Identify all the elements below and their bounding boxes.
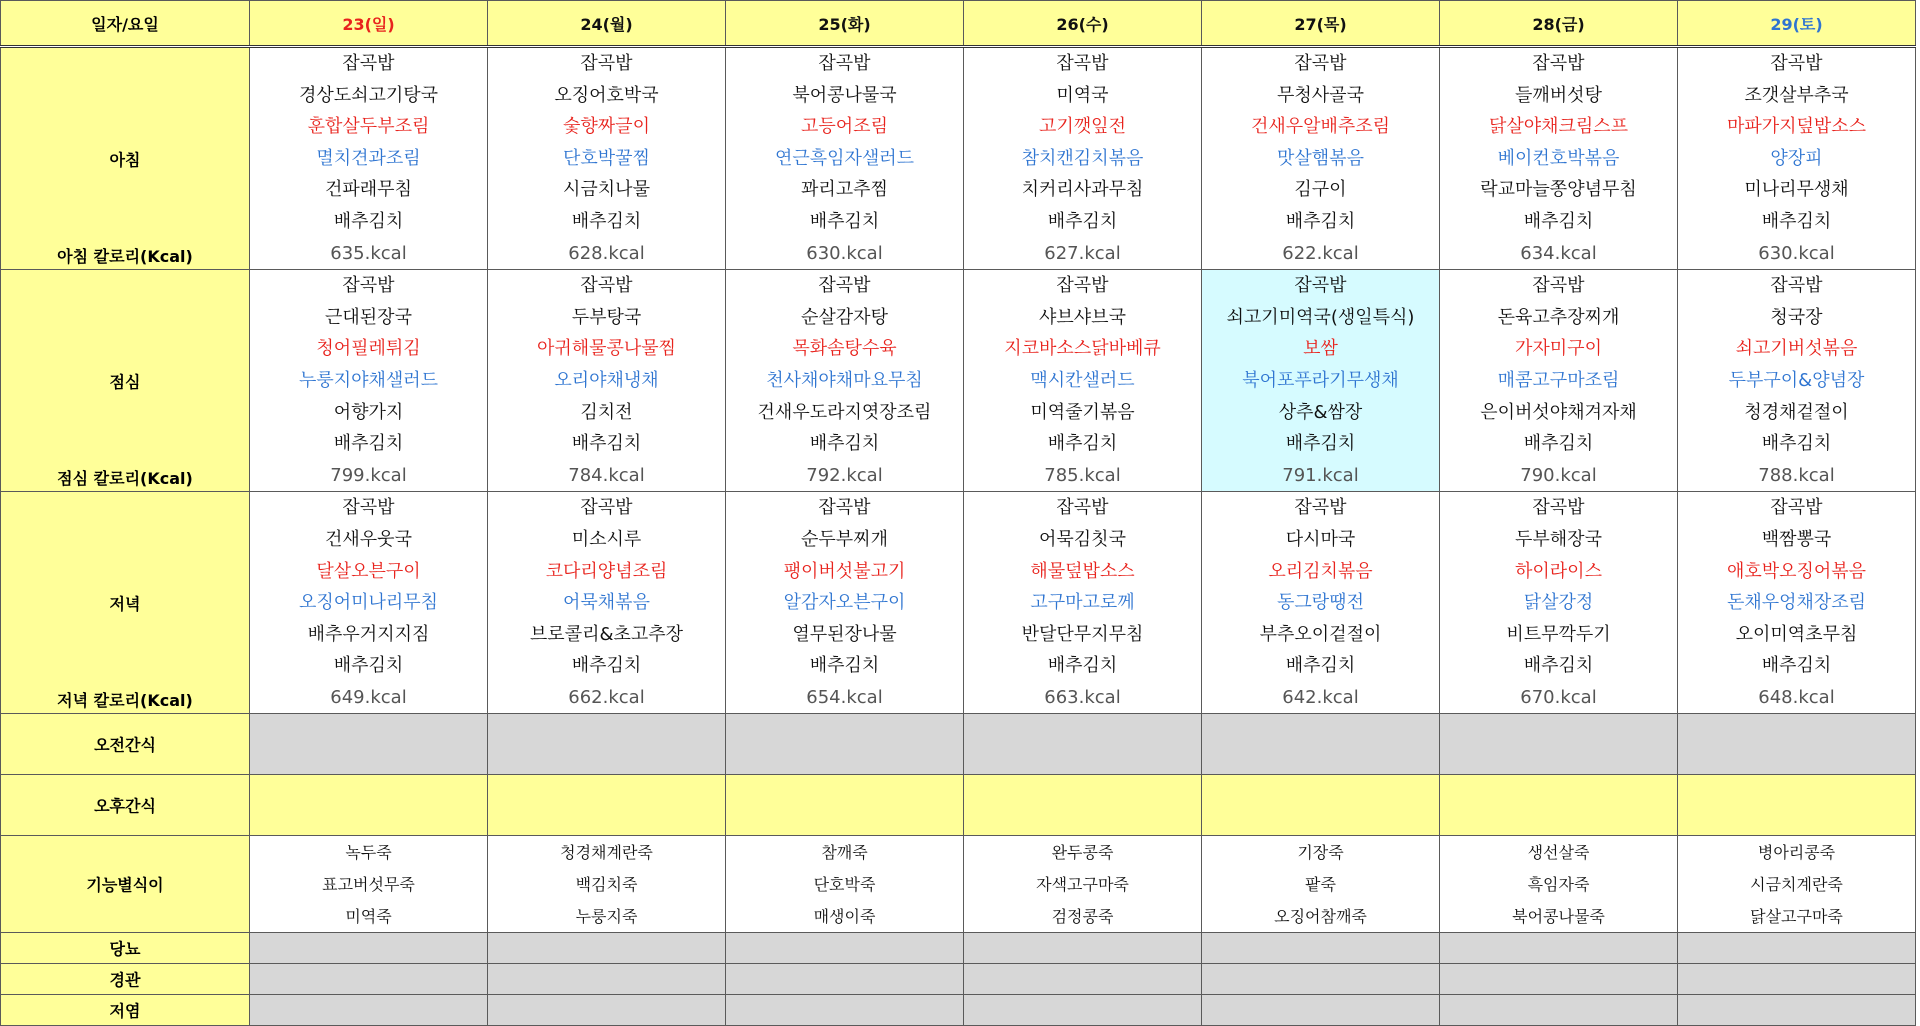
menu-cell bbox=[1678, 47, 1916, 270]
header-label: 일자/요일 bbox=[1, 1, 250, 47]
menu-item: 다시마국 bbox=[1285, 528, 1356, 550]
empty-cell bbox=[488, 995, 726, 1026]
empty-cell bbox=[1202, 964, 1440, 995]
menu-item: 잡곡밥 bbox=[580, 497, 633, 519]
menu-item: 미역국 bbox=[1056, 84, 1109, 106]
empty-cell bbox=[1678, 964, 1916, 995]
day-header: 29(토) bbox=[1678, 1, 1916, 47]
menu-cell bbox=[964, 47, 1202, 270]
porridge-item: 북어콩나물죽 bbox=[1512, 906, 1605, 926]
menu-item: 배추김치 bbox=[1047, 210, 1118, 232]
menu-item: 매콤고구마조림 bbox=[1497, 369, 1620, 391]
menu-item: 잡곡밥 bbox=[1532, 275, 1585, 297]
menu-item: 샤브샤브국 bbox=[1039, 306, 1126, 328]
menu-item: 돈육고추장찌개 bbox=[1497, 306, 1620, 328]
menu-item: 락교마늘쫑양념무침 bbox=[1480, 179, 1637, 201]
porridge-item: 녹두죽 bbox=[345, 843, 392, 863]
empty-cell bbox=[250, 995, 488, 1026]
menu-cell bbox=[1440, 270, 1678, 492]
empty-cell bbox=[1202, 714, 1440, 775]
menu-item: 해물덮밥소스 bbox=[1030, 560, 1135, 582]
menu-item: 고등어조림 bbox=[801, 116, 888, 138]
functional-label-cell bbox=[1, 836, 250, 933]
menu-item: 배추김치 bbox=[1285, 210, 1356, 232]
calorie-value: 788.kcal bbox=[1758, 464, 1835, 486]
empty-cell bbox=[488, 775, 726, 836]
empty-cell bbox=[964, 995, 1202, 1026]
menu-item: 시금치나물 bbox=[563, 179, 650, 201]
day-header: 26(수) bbox=[964, 1, 1202, 47]
menu-item: 두부해장국 bbox=[1515, 528, 1602, 550]
menu-cell bbox=[964, 492, 1202, 714]
empty-cell bbox=[250, 964, 488, 995]
menu-item: 열무된장나물 bbox=[792, 623, 897, 645]
menu-cell bbox=[726, 270, 964, 492]
menu-cell bbox=[1678, 270, 1916, 492]
functional-cell bbox=[1440, 836, 1678, 933]
menu-item: 잡곡밥 bbox=[1294, 497, 1347, 519]
empty-cell bbox=[1678, 775, 1916, 836]
menu-item: 근대된장국 bbox=[325, 306, 412, 328]
menu-item: 어묵채볶음 bbox=[563, 592, 650, 614]
menu-item: 김구이 bbox=[1294, 179, 1347, 201]
empty-cell bbox=[488, 964, 726, 995]
menu-item: 조갯살부추국 bbox=[1744, 84, 1849, 106]
menu-item: 맥시칸샐러드 bbox=[1030, 369, 1135, 391]
porridge-item: 흑임자죽 bbox=[1527, 875, 1590, 895]
day-header: 24(월) bbox=[488, 1, 726, 47]
menu-item: 코다리양념조림 bbox=[545, 560, 668, 582]
diet-row bbox=[1, 933, 1916, 964]
menu-item: 미역줄기볶음 bbox=[1030, 401, 1135, 423]
menu-item: 잡곡밥 bbox=[342, 53, 395, 74]
menu-cell bbox=[1440, 47, 1678, 270]
menu-item: 경상도쇠고기탕국 bbox=[298, 84, 439, 106]
snack-am-label-cell bbox=[1, 714, 250, 775]
menu-item: 배추김치 bbox=[333, 210, 404, 232]
menu-item: 잡곡밥 bbox=[818, 275, 871, 297]
menu-item: 목화솜탕수육 bbox=[792, 338, 897, 360]
porridge-item: 닭살고구마죽 bbox=[1750, 906, 1843, 926]
functional-cell bbox=[964, 836, 1202, 933]
empty-cell bbox=[726, 933, 964, 964]
diet-label: 경관 bbox=[109, 970, 141, 990]
empty-cell bbox=[964, 933, 1202, 964]
empty-cell bbox=[1440, 964, 1678, 995]
menu-item: 하이라이스 bbox=[1515, 560, 1602, 582]
menu-item: 보쌈 bbox=[1303, 338, 1338, 360]
diet-label: 당뇨 bbox=[109, 939, 141, 959]
menu-item: 오징어미나리무침 bbox=[298, 592, 439, 614]
menu-item: 고구마고로께 bbox=[1030, 592, 1135, 614]
menu-item: 잡곡밥 bbox=[342, 275, 395, 297]
menu-item: 잡곡밥 bbox=[1294, 53, 1347, 74]
menu-cell bbox=[488, 492, 726, 714]
menu-item: 북어콩나물국 bbox=[792, 84, 897, 106]
menu-item: 배추김치 bbox=[809, 210, 880, 232]
menu-item: 지코바소스닭바베큐 bbox=[1004, 338, 1161, 360]
menu-cell bbox=[726, 47, 964, 270]
calorie-label: 점심 칼로리(Kcal) bbox=[57, 469, 193, 489]
menu-item: 잡곡밥 bbox=[342, 497, 395, 519]
calorie-value: 628.kcal bbox=[568, 242, 645, 264]
menu-item: 무청사골국 bbox=[1277, 84, 1364, 106]
empty-cell bbox=[1440, 933, 1678, 964]
menu-item: 반달단무지무침 bbox=[1021, 623, 1144, 645]
functional-row bbox=[1, 836, 1916, 933]
menu-item: 동그랑땡전 bbox=[1277, 592, 1364, 614]
menu-item: 꽈리고추찜 bbox=[801, 179, 888, 201]
porridge-item: 검정콩죽 bbox=[1051, 906, 1114, 926]
menu-item: 브로콜리&초고추장 bbox=[529, 623, 684, 645]
porridge-item: 누룽지죽 bbox=[575, 906, 638, 926]
calorie-value: 627.kcal bbox=[1044, 242, 1121, 264]
empty-cell bbox=[1678, 995, 1916, 1026]
menu-item: 배추김치 bbox=[1285, 433, 1356, 455]
menu-item: 어묵김칫국 bbox=[1039, 528, 1126, 550]
calorie-value: 622.kcal bbox=[1282, 242, 1359, 264]
menu-item: 치커리사과무침 bbox=[1021, 179, 1144, 201]
functional-cell bbox=[250, 836, 488, 933]
menu-item: 들깨버섯탕 bbox=[1515, 84, 1602, 106]
menu-item: 배추김치 bbox=[809, 433, 880, 455]
diet-label-cell bbox=[1, 995, 250, 1026]
menu-item: 건새우웃국 bbox=[325, 528, 412, 550]
menu-item: 배추김치 bbox=[1523, 433, 1594, 455]
menu-item: 팽이버섯불고기 bbox=[783, 560, 906, 582]
snack-am-label: 오전간식 bbox=[94, 735, 156, 755]
empty-cell bbox=[726, 714, 964, 775]
empty-cell bbox=[1202, 933, 1440, 964]
menu-item: 미소시루 bbox=[571, 528, 642, 550]
menu-item: 잡곡밥 bbox=[1770, 275, 1823, 297]
porridge-item: 자색고구마죽 bbox=[1036, 875, 1129, 895]
menu-item: 배추김치 bbox=[1761, 210, 1832, 232]
menu-item: 양장피 bbox=[1770, 147, 1823, 169]
empty-cell bbox=[1202, 995, 1440, 1026]
menu-item: 닭살야채크림스프 bbox=[1488, 116, 1629, 138]
menu-item: 배추김치 bbox=[1047, 433, 1118, 455]
empty-cell bbox=[1440, 775, 1678, 836]
menu-cell bbox=[1202, 270, 1440, 492]
menu-item: 배추김치 bbox=[1523, 655, 1594, 677]
menu-item: 김치전 bbox=[580, 401, 633, 423]
menu-item: 잡곡밥 bbox=[1294, 275, 1347, 297]
menu-cell bbox=[250, 492, 488, 714]
functional-cell bbox=[1678, 836, 1916, 933]
menu-cell bbox=[488, 47, 726, 270]
functional-label: 기능별식이 bbox=[86, 875, 164, 895]
diet-label-cell bbox=[1, 964, 250, 995]
menu-item: 오리야채냉채 bbox=[554, 369, 659, 391]
functional-cell bbox=[1202, 836, 1440, 933]
calorie-value: 649.kcal bbox=[330, 686, 407, 708]
menu-item: 배추김치 bbox=[1761, 655, 1832, 677]
porridge-item: 기장죽 bbox=[1297, 843, 1344, 863]
menu-item: 북어포푸라기무생채 bbox=[1242, 369, 1399, 391]
meal-row bbox=[1, 270, 1916, 492]
porridge-item: 병아리콩죽 bbox=[1757, 843, 1836, 863]
calorie-value: 635.kcal bbox=[330, 242, 407, 264]
menu-cell bbox=[1202, 492, 1440, 714]
calorie-value: 630.kcal bbox=[806, 242, 883, 264]
day-header: 27(목) bbox=[1202, 1, 1440, 47]
empty-cell bbox=[964, 775, 1202, 836]
porridge-item: 참깨죽 bbox=[821, 843, 868, 863]
menu-item: 배추김치 bbox=[1285, 655, 1356, 677]
menu-item: 숯향짜글이 bbox=[563, 116, 650, 138]
menu-item: 두부탕국 bbox=[571, 306, 642, 328]
menu-item: 연근흑임자샐러드 bbox=[774, 147, 915, 169]
menu-item: 청어필레튀김 bbox=[316, 338, 421, 360]
empty-cell bbox=[488, 933, 726, 964]
menu-item: 배추김치 bbox=[1761, 433, 1832, 455]
menu-item: 달살오븐구이 bbox=[316, 560, 421, 582]
menu-item: 부추오이겉절이 bbox=[1259, 623, 1382, 645]
menu-item: 잡곡밥 bbox=[1770, 497, 1823, 519]
calorie-value: 799.kcal bbox=[330, 464, 407, 486]
snack-pm-row bbox=[1, 775, 1916, 836]
day-header: 23(일) bbox=[250, 1, 488, 47]
porridge-item: 시금치계란죽 bbox=[1750, 875, 1843, 895]
porridge-item: 단호박죽 bbox=[813, 875, 876, 895]
menu-item: 잡곡밥 bbox=[818, 53, 871, 74]
calorie-label: 저녁 칼로리(Kcal) bbox=[57, 691, 193, 711]
empty-cell bbox=[1440, 714, 1678, 775]
menu-item: 비트무깍두기 bbox=[1506, 623, 1611, 645]
menu-item: 잡곡밥 bbox=[1770, 53, 1823, 74]
menu-item: 오이미역초무침 bbox=[1735, 623, 1858, 645]
menu-item: 건새우알배추조림 bbox=[1250, 116, 1391, 138]
menu-item: 건새우도라지엿장조림 bbox=[757, 401, 932, 423]
porridge-item: 팥죽 bbox=[1305, 875, 1336, 895]
calorie-value: 792.kcal bbox=[806, 464, 883, 486]
menu-item: 배추김치 bbox=[809, 655, 880, 677]
porridge-item: 매생이죽 bbox=[813, 906, 876, 926]
calorie-value: 790.kcal bbox=[1520, 464, 1597, 486]
porridge-item: 백김치죽 bbox=[575, 875, 638, 895]
calorie-value: 791.kcal bbox=[1282, 464, 1359, 486]
meal-label-cell bbox=[1, 47, 250, 270]
menu-item: 배추김치 bbox=[571, 655, 642, 677]
menu-cell bbox=[726, 492, 964, 714]
snack-pm-label: 오후간식 bbox=[94, 796, 156, 816]
menu-cell bbox=[488, 270, 726, 492]
empty-cell bbox=[964, 964, 1202, 995]
menu-item: 돈채우엉채장조림 bbox=[1726, 592, 1867, 614]
menu-item: 마파가지덮밥소스 bbox=[1726, 116, 1867, 138]
diet-row bbox=[1, 995, 1916, 1026]
porridge-item: 오징어참깨죽 bbox=[1274, 906, 1367, 926]
menu-item: 오징어호박국 bbox=[554, 84, 659, 106]
menu-item: 가자미구이 bbox=[1515, 338, 1602, 360]
meal-label-cell bbox=[1, 270, 250, 492]
menu-item: 잡곡밥 bbox=[1532, 497, 1585, 519]
porridge-item: 표고버섯무죽 bbox=[322, 875, 415, 895]
menu-item: 애호박오징어볶음 bbox=[1726, 560, 1867, 582]
menu-item: 멸치견과조림 bbox=[316, 147, 421, 169]
menu-item: 은이버섯야채겨자채 bbox=[1480, 401, 1637, 423]
meal-row bbox=[1, 492, 1916, 714]
menu-item: 아귀해물콩나물찜 bbox=[536, 338, 677, 360]
meal-label: 저녁 bbox=[109, 594, 141, 614]
calorie-value: 785.kcal bbox=[1044, 464, 1121, 486]
menu-item: 건파래무침 bbox=[325, 179, 412, 201]
empty-cell bbox=[964, 714, 1202, 775]
functional-cell bbox=[726, 836, 964, 933]
menu-item: 배추김치 bbox=[333, 655, 404, 677]
menu-item: 베이컨호박볶음 bbox=[1497, 147, 1620, 169]
menu-cell bbox=[250, 47, 488, 270]
porridge-item: 청경채계란죽 bbox=[560, 843, 653, 863]
calorie-value: 670.kcal bbox=[1520, 686, 1597, 708]
empty-cell bbox=[726, 775, 964, 836]
menu-item: 백짬뽕국 bbox=[1761, 528, 1832, 550]
meal-label: 점심 bbox=[109, 372, 141, 392]
menu-item: 잡곡밥 bbox=[580, 53, 633, 74]
calorie-value: 634.kcal bbox=[1520, 242, 1597, 264]
menu-cell bbox=[1202, 47, 1440, 270]
menu-item: 쇠고기미역국(생일특식) bbox=[1226, 306, 1415, 328]
calorie-value: 654.kcal bbox=[806, 686, 883, 708]
menu-item: 잡곡밥 bbox=[1532, 53, 1585, 74]
menu-item: 배추김치 bbox=[571, 210, 642, 232]
menu-item: 미나리무생채 bbox=[1744, 179, 1849, 201]
menu-item: 청경채겉절이 bbox=[1744, 401, 1849, 423]
menu-item: 순두부찌개 bbox=[801, 528, 888, 550]
menu-item: 누룽지야채샐러드 bbox=[298, 369, 439, 391]
menu-item: 배추김치 bbox=[1047, 655, 1118, 677]
menu-cell bbox=[1440, 492, 1678, 714]
calorie-value: 642.kcal bbox=[1282, 686, 1359, 708]
meal-label-cell bbox=[1, 492, 250, 714]
empty-cell bbox=[250, 933, 488, 964]
menu-item: 단호박꿀찜 bbox=[563, 147, 650, 169]
diet-row bbox=[1, 964, 1916, 995]
empty-cell bbox=[1678, 933, 1916, 964]
menu-item: 고기깻잎전 bbox=[1039, 116, 1126, 138]
meal-label: 아침 bbox=[109, 150, 141, 170]
calorie-value: 630.kcal bbox=[1758, 242, 1835, 264]
menu-item: 잡곡밥 bbox=[1056, 497, 1109, 519]
empty-cell bbox=[250, 714, 488, 775]
diet-label: 저염 bbox=[109, 1001, 141, 1021]
calorie-label: 아침 칼로리(Kcal) bbox=[57, 247, 193, 267]
header-row bbox=[1, 1, 1916, 47]
empty-cell bbox=[1440, 995, 1678, 1026]
menu-item: 잡곡밥 bbox=[1056, 53, 1109, 74]
empty-cell bbox=[726, 964, 964, 995]
menu-cell bbox=[1678, 492, 1916, 714]
menu-item: 배추우거지지짐 bbox=[307, 623, 430, 645]
empty-cell bbox=[1678, 714, 1916, 775]
menu-item: 오리김치볶음 bbox=[1268, 560, 1373, 582]
calorie-value: 648.kcal bbox=[1758, 686, 1835, 708]
day-header: 25(화) bbox=[726, 1, 964, 47]
menu-item: 잡곡밥 bbox=[580, 275, 633, 297]
menu-item: 배추김치 bbox=[1523, 210, 1594, 232]
diet-label-cell bbox=[1, 933, 250, 964]
porridge-item: 완두콩죽 bbox=[1051, 843, 1114, 863]
day-header: 28(금) bbox=[1440, 1, 1678, 47]
calorie-value: 784.kcal bbox=[568, 464, 645, 486]
menu-item: 참치캔김치볶음 bbox=[1021, 147, 1144, 169]
empty-cell bbox=[1202, 775, 1440, 836]
menu-item: 청국장 bbox=[1770, 306, 1823, 328]
calorie-value: 662.kcal bbox=[568, 686, 645, 708]
menu-item: 쇠고기버섯볶음 bbox=[1735, 338, 1858, 360]
empty-cell bbox=[250, 775, 488, 836]
meal-row bbox=[1, 47, 1916, 270]
menu-item: 알감자오븐구이 bbox=[783, 592, 906, 614]
menu-item: 순살감자탕 bbox=[801, 306, 888, 328]
menu-item: 배추김치 bbox=[571, 433, 642, 455]
calorie-value: 663.kcal bbox=[1044, 686, 1121, 708]
menu-item: 닭살강정 bbox=[1523, 592, 1594, 614]
menu-cell bbox=[964, 270, 1202, 492]
menu-item: 잡곡밥 bbox=[1056, 275, 1109, 297]
empty-cell bbox=[488, 714, 726, 775]
menu-item: 상추&쌈장 bbox=[1278, 401, 1363, 423]
snack-am-row bbox=[1, 714, 1916, 775]
menu-item: 맛살햄볶음 bbox=[1277, 147, 1364, 169]
empty-cell bbox=[726, 995, 964, 1026]
menu-item: 배추김치 bbox=[333, 433, 404, 455]
menu-item: 두부구이&양념장 bbox=[1728, 369, 1865, 391]
menu-cell bbox=[250, 270, 488, 492]
menu-item: 잡곡밥 bbox=[818, 497, 871, 519]
functional-cell bbox=[488, 836, 726, 933]
porridge-item: 생선살죽 bbox=[1527, 843, 1590, 863]
porridge-item: 미역죽 bbox=[345, 906, 392, 926]
menu-item: 천사채야채마요무침 bbox=[766, 369, 923, 391]
menu-item: 어향가지 bbox=[333, 401, 404, 423]
menu-item: 훈합살두부조림 bbox=[307, 116, 430, 138]
snack-pm-label-cell bbox=[1, 775, 250, 836]
